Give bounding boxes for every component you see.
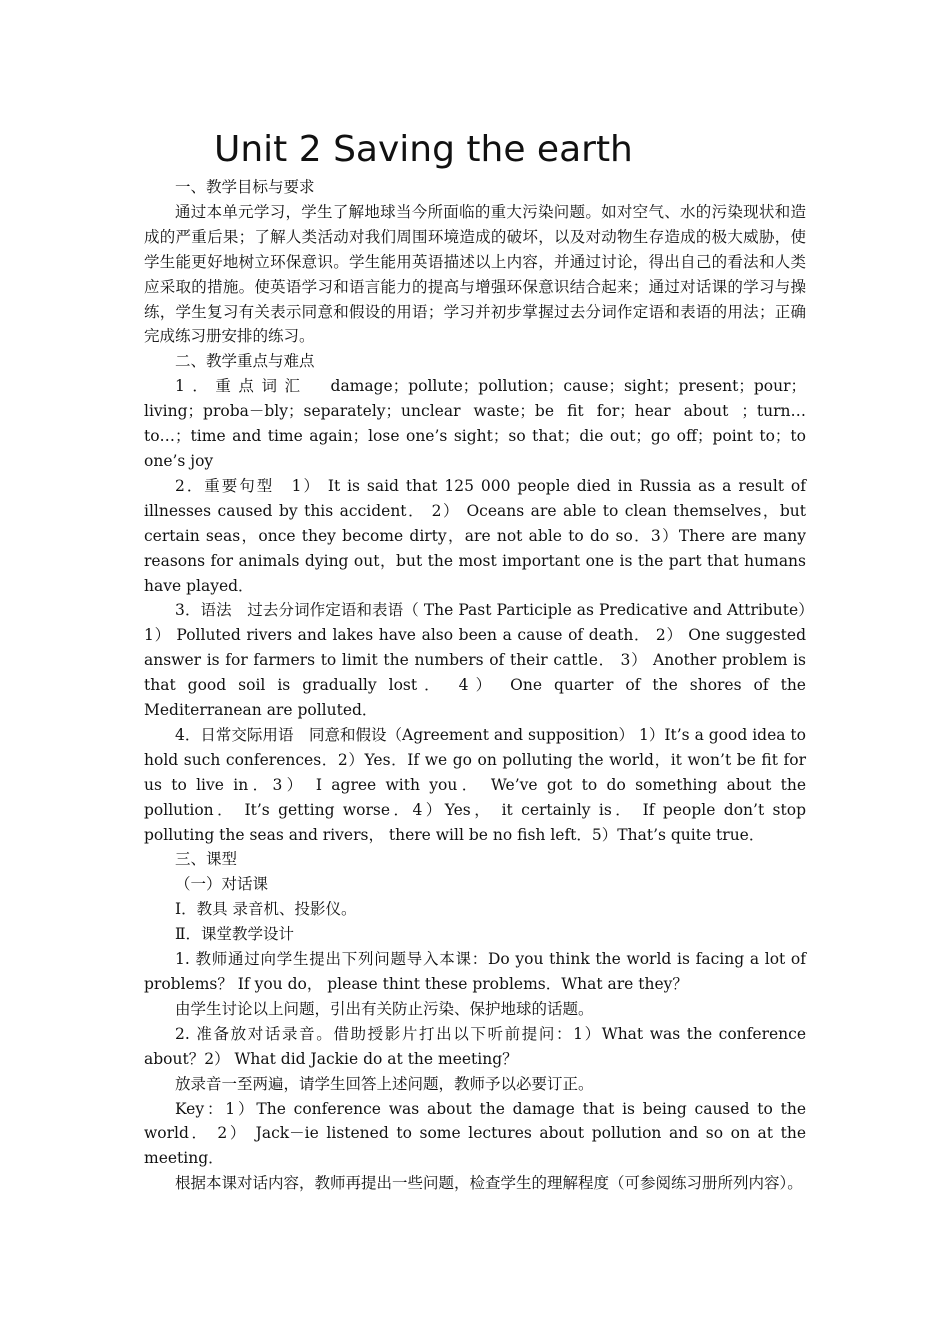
paragraph-key-sentences: 2．重要句型 1） It is said that 125 000 people died in Russia as a result of illnesses caused by this accident． 2） Oceans are able to clean themselves，but certain seas，once they become dirty，are not able to do so．3）There are many reasons for animals dying out，but the most important one is the part that humans have played． xyxy=(144,476,806,595)
list-item-teaching-aids: Ⅰ．教具 录音机、投影仪。 xyxy=(175,900,357,919)
section-heading-lesson-type: 三、课型 xyxy=(175,850,238,869)
subheading-dialogue-lesson: （一）对话课 xyxy=(175,875,269,894)
document-page xyxy=(144,128,806,1196)
paragraph-play-recording: 放录音一至两遍，请学生回答上述问题，教师予以必要订正。 xyxy=(175,1074,594,1093)
list-item-classroom-design: Ⅱ．课堂教学设计 xyxy=(175,925,295,944)
section-heading-key-points: 二、教学重点与难点 xyxy=(175,352,315,371)
section-heading-objectives: 一、教学目标与要求 xyxy=(175,178,315,196)
document-title: Unit 2 Saving the earth xyxy=(214,129,633,170)
paragraph-step-2: 2. 准备放对话录音。借助授影片打出以下听前提问：1）What was the conference about？2） What did Jackie do at the meeting？ xyxy=(144,1024,806,1068)
paragraph-grammar: 3．语法 过去分词作定语和表语（ The Past Participle as Predicative and Attribute）1） Polluted rivers and lakes have also been a cause of death． 2） One suggested answer is for farmers to limit the numbers of their cattle． 3） Another problem is that good soil is gradually lost． 4） One quarter of the shores of the Mediterranean are polluted． xyxy=(144,601,806,720)
paragraph-key-answers: Key：1）The conference was about the damage that is being caused to the world． 2） Jack－ie listened to some lectures about pollution and so on at the meeting． xyxy=(144,1099,806,1168)
paragraph-comprehension-check: 根据本课对话内容，教师再提出一些问题，检查学生的理解程度（可参阅练习册所列内容）。 xyxy=(175,1174,803,1193)
paragraph-objectives: 通过本单元学习，学生了解地球当今所面临的重大污染问题。如对空气、水的污染现状和造成的严重后果；了解人类活动对我们周围环境造成的破坏，以及对动物生存造成的极大威胁，使学生能更好地树立环保意识。学生能用英语描述以上内容，并通过讨论，得出自己的看法和人类应采取的措施。使英语学习和语言能力的提高与增强环保意识结合起来；通过对话课的学习与操练，学生复习有关表示同意和假设的用语；学习并初步掌握过去分词作定语和表语的用法；正确完成练习册安排的练习。 xyxy=(144,202,806,346)
paragraph-key-vocabulary: 1．重点词汇 damage；pollute；pollution；cause；sight；present；pour；living；proba－bly；separately；unclear waste；be fit for；hear about ；turn…to…；time and time again；lose one’s sight；so that；die out；go off；point to；to one’s joy xyxy=(144,377,806,470)
paragraph-daily-expressions: 4．日常交际用语 同意和假设（Agreement and supposition） 1）It’s a good idea to hold such conferences．2）Yes．If we go on polluting the world，it won’t be fit for us to live in．3） I agree with you． We’ve got to do something about the pollution． It’s getting worse．4）Yes， it certainly is． If people don’t stop polluting the seas and rivers， there will be no fish left．5）That’s quite true． xyxy=(144,725,806,844)
paragraph-step-1: 1. 教师通过向学生提出下列问题导入本课：Do you think the world is facing a lot of problems？ If you do， please thint these problems．What are they？ xyxy=(144,950,806,993)
paragraph-discussion: 由学生讨论以上问题，引出有关防止污染、保护地球的话题。 xyxy=(175,999,594,1018)
